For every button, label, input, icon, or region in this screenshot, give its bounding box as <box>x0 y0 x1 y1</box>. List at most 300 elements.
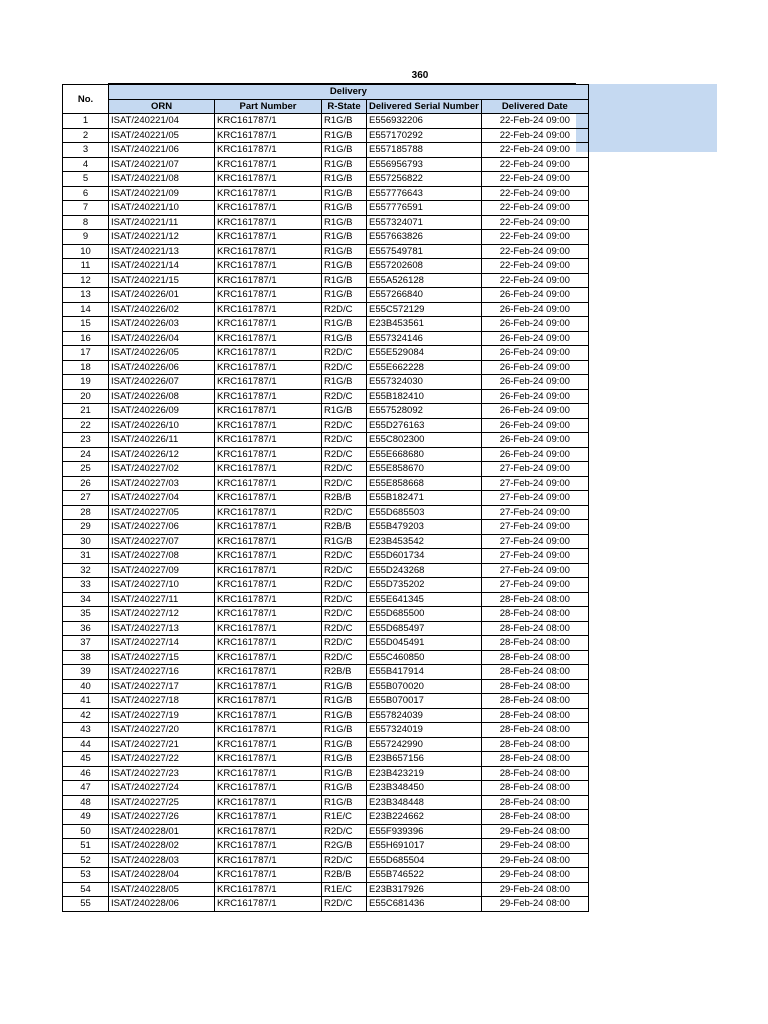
cell-serial-number: E55D276163 <box>367 418 482 433</box>
cell-orn: ISAT/240228/04 <box>109 868 215 883</box>
cell-serial-number: E23B657156 <box>367 752 482 767</box>
cell-serial-number: E23B317926 <box>367 882 482 897</box>
cell-delivered-date: 28-Feb-24 08:00 <box>481 737 588 752</box>
cell-delivered-date: 27-Feb-24 09:00 <box>481 462 588 477</box>
cell-r-state: R2D/C <box>322 650 367 665</box>
cell-no: 38 <box>63 650 109 665</box>
cell-r-state: R1G/B <box>322 288 367 303</box>
cell-orn: ISAT/240221/06 <box>109 143 215 158</box>
cell-serial-number: E55D685497 <box>367 621 482 636</box>
cell-no: 41 <box>63 694 109 709</box>
cell-serial-number: E23B224662 <box>367 810 482 825</box>
cell-serial-number: E557549781 <box>367 244 482 259</box>
cell-r-state: R2D/C <box>322 346 367 361</box>
cell-no: 47 <box>63 781 109 796</box>
cell-no: 6 <box>63 186 109 201</box>
cell-part-number: KRC161787/1 <box>215 694 322 709</box>
cell-delivered-date: 26-Feb-24 09:00 <box>481 404 588 419</box>
cell-serial-number: E55A526128 <box>367 273 482 288</box>
cell-delivered-date: 28-Feb-24 08:00 <box>481 592 588 607</box>
cell-no: 13 <box>63 288 109 303</box>
cell-r-state: R1G/B <box>322 331 367 346</box>
cell-serial-number: E557663826 <box>367 230 482 245</box>
cell-r-state: R1G/B <box>322 143 367 158</box>
table-row <box>63 346 589 361</box>
cell-delivered-date: 22-Feb-24 09:00 <box>481 114 588 129</box>
cell-serial-number: E557324071 <box>367 215 482 230</box>
cell-no: 33 <box>63 578 109 593</box>
cell-delivered-date: 22-Feb-24 09:00 <box>481 186 588 201</box>
cell-serial-number: E55E641345 <box>367 592 482 607</box>
cell-delivered-date: 26-Feb-24 09:00 <box>481 418 588 433</box>
cell-part-number: KRC161787/1 <box>215 346 322 361</box>
cell-orn: ISAT/240228/02 <box>109 839 215 854</box>
cell-part-number: KRC161787/1 <box>215 259 322 274</box>
table-row <box>63 360 589 375</box>
cell-serial-number: E557202608 <box>367 259 482 274</box>
cell-r-state: R1G/B <box>322 737 367 752</box>
cell-serial-number: E557266840 <box>367 288 482 303</box>
cell-orn: ISAT/240226/05 <box>109 346 215 361</box>
cell-serial-number: E55D601734 <box>367 549 482 564</box>
cell-r-state: R1G/B <box>322 259 367 274</box>
cell-r-state: R1G/B <box>322 230 367 245</box>
cell-r-state: R2D/C <box>322 897 367 912</box>
cell-orn: ISAT/240226/08 <box>109 389 215 404</box>
cell-r-state: R1G/B <box>322 201 367 216</box>
table-row <box>63 766 589 781</box>
cell-r-state: R1G/B <box>322 404 367 419</box>
cell-r-state: R2D/C <box>322 302 367 317</box>
cell-serial-number: E55C572129 <box>367 302 482 317</box>
cell-delivered-date: 26-Feb-24 09:00 <box>481 331 588 346</box>
cell-r-state: R2D/C <box>322 505 367 520</box>
cell-r-state: R1G/B <box>322 128 367 143</box>
cell-part-number: KRC161787/1 <box>215 201 322 216</box>
cell-serial-number: E55B182471 <box>367 491 482 506</box>
cell-orn: ISAT/240227/04 <box>109 491 215 506</box>
cell-no: 25 <box>63 462 109 477</box>
cell-r-state: R1E/C <box>322 810 367 825</box>
cell-part-number: KRC161787/1 <box>215 447 322 462</box>
cell-r-state: R2D/C <box>322 563 367 578</box>
cell-r-state: R2G/B <box>322 839 367 854</box>
cell-part-number: KRC161787/1 <box>215 230 322 245</box>
cell-part-number: KRC161787/1 <box>215 665 322 680</box>
table-row <box>63 549 589 564</box>
cell-orn: ISAT/240226/03 <box>109 317 215 332</box>
cell-r-state: R2B/B <box>322 665 367 680</box>
cell-orn: ISAT/240227/17 <box>109 679 215 694</box>
cell-serial-number: E557256822 <box>367 172 482 187</box>
cell-part-number: KRC161787/1 <box>215 418 322 433</box>
table-row <box>63 534 589 549</box>
cell-orn: ISAT/240227/26 <box>109 810 215 825</box>
cell-r-state: R2D/C <box>322 592 367 607</box>
cell-delivered-date: 27-Feb-24 09:00 <box>481 476 588 491</box>
table-row <box>63 708 589 723</box>
table-row <box>63 201 589 216</box>
cell-serial-number: E55H691017 <box>367 839 482 854</box>
cell-delivered-date: 26-Feb-24 09:00 <box>481 389 588 404</box>
cell-delivered-date: 28-Feb-24 08:00 <box>481 650 588 665</box>
cell-no: 26 <box>63 476 109 491</box>
cell-part-number: KRC161787/1 <box>215 810 322 825</box>
cell-r-state: R1G/B <box>322 534 367 549</box>
cell-orn: ISAT/240227/12 <box>109 607 215 622</box>
cell-delivered-date: 27-Feb-24 09:00 <box>481 505 588 520</box>
table-row <box>63 491 589 506</box>
cell-delivered-date: 28-Feb-24 08:00 <box>481 752 588 767</box>
cell-orn: ISAT/240228/01 <box>109 824 215 839</box>
cell-delivered-date: 27-Feb-24 09:00 <box>481 491 588 506</box>
cell-delivered-date: 28-Feb-24 08:00 <box>481 694 588 709</box>
cell-delivered-date: 26-Feb-24 09:00 <box>481 447 588 462</box>
cell-orn: ISAT/240227/24 <box>109 781 215 796</box>
cell-r-state: R1G/B <box>322 723 367 738</box>
cell-r-state: R1G/B <box>322 766 367 781</box>
cell-r-state: R1G/B <box>322 244 367 259</box>
cell-part-number: KRC161787/1 <box>215 853 322 868</box>
cell-no: 4 <box>63 157 109 172</box>
cell-orn: ISAT/240226/07 <box>109 375 215 390</box>
cell-r-state: R1G/B <box>322 114 367 129</box>
table-row <box>63 621 589 636</box>
cell-r-state: R2D/C <box>322 447 367 462</box>
cell-orn: ISAT/240227/11 <box>109 592 215 607</box>
table-row <box>63 288 589 303</box>
cell-part-number: KRC161787/1 <box>215 360 322 375</box>
cell-part-number: KRC161787/1 <box>215 404 322 419</box>
cell-orn: ISAT/240221/10 <box>109 201 215 216</box>
cell-part-number: KRC161787/1 <box>215 824 322 839</box>
table-row <box>63 853 589 868</box>
cell-part-number: KRC161787/1 <box>215 389 322 404</box>
cell-r-state: R2D/C <box>322 389 367 404</box>
cell-r-state: R1G/B <box>322 694 367 709</box>
cell-no: 5 <box>63 172 109 187</box>
cell-delivered-date: 26-Feb-24 09:00 <box>481 375 588 390</box>
cell-no: 50 <box>63 824 109 839</box>
cell-orn: ISAT/240221/05 <box>109 128 215 143</box>
cell-no: 15 <box>63 317 109 332</box>
cell-part-number: KRC161787/1 <box>215 650 322 665</box>
table-row <box>63 723 589 738</box>
header-part-number: Part Number <box>215 99 322 114</box>
cell-part-number: KRC161787/1 <box>215 636 322 651</box>
cell-no: 31 <box>63 549 109 564</box>
cell-no: 37 <box>63 636 109 651</box>
cell-part-number: KRC161787/1 <box>215 288 322 303</box>
cell-delivered-date: 28-Feb-24 08:00 <box>481 621 588 636</box>
cell-delivered-date: 26-Feb-24 09:00 <box>481 346 588 361</box>
cell-part-number: KRC161787/1 <box>215 607 322 622</box>
cell-orn: ISAT/240227/20 <box>109 723 215 738</box>
cell-delivered-date: 22-Feb-24 09:00 <box>481 244 588 259</box>
table-row <box>63 737 589 752</box>
cell-serial-number: E23B423219 <box>367 766 482 781</box>
cell-delivered-date: 28-Feb-24 08:00 <box>481 708 588 723</box>
cell-delivered-date: 22-Feb-24 09:00 <box>481 273 588 288</box>
cell-r-state: R1G/B <box>322 708 367 723</box>
cell-no: 29 <box>63 520 109 535</box>
cell-delivered-date: 22-Feb-24 09:00 <box>481 172 588 187</box>
cell-r-state: R2B/B <box>322 491 367 506</box>
cell-no: 8 <box>63 215 109 230</box>
cell-orn: ISAT/240221/09 <box>109 186 215 201</box>
cell-orn: ISAT/240227/23 <box>109 766 215 781</box>
cell-no: 39 <box>63 665 109 680</box>
cell-orn: ISAT/240227/08 <box>109 549 215 564</box>
cell-part-number: KRC161787/1 <box>215 839 322 854</box>
cell-serial-number: E55C802300 <box>367 433 482 448</box>
cell-delivered-date: 28-Feb-24 08:00 <box>481 723 588 738</box>
table-row <box>63 404 589 419</box>
cell-delivered-date: 29-Feb-24 08:00 <box>481 882 588 897</box>
cell-part-number: KRC161787/1 <box>215 317 322 332</box>
cell-part-number: KRC161787/1 <box>215 766 322 781</box>
cell-delivered-date: 28-Feb-24 08:00 <box>481 810 588 825</box>
cell-delivered-date: 22-Feb-24 09:00 <box>481 259 588 274</box>
cell-orn: ISAT/240227/16 <box>109 665 215 680</box>
cell-r-state: R1G/B <box>322 186 367 201</box>
cell-no: 22 <box>63 418 109 433</box>
cell-orn: ISAT/240227/22 <box>109 752 215 767</box>
cell-no: 11 <box>63 259 109 274</box>
cell-r-state: R1G/B <box>322 375 367 390</box>
cell-serial-number: E55B417914 <box>367 665 482 680</box>
cell-no: 12 <box>63 273 109 288</box>
table-row <box>63 302 589 317</box>
cell-orn: ISAT/240227/25 <box>109 795 215 810</box>
cell-no: 34 <box>63 592 109 607</box>
cell-r-state: R2D/C <box>322 621 367 636</box>
delivery-table <box>62 84 589 912</box>
cell-serial-number: E557824039 <box>367 708 482 723</box>
table-row <box>63 230 589 245</box>
cell-delivered-date: 27-Feb-24 09:00 <box>481 520 588 535</box>
cell-serial-number: E55C460850 <box>367 650 482 665</box>
table-row <box>63 114 589 129</box>
cell-serial-number: E55E662228 <box>367 360 482 375</box>
cell-orn: ISAT/240221/08 <box>109 172 215 187</box>
cell-serial-number: E556956793 <box>367 157 482 172</box>
cell-part-number: KRC161787/1 <box>215 534 322 549</box>
cell-r-state: R2B/B <box>322 520 367 535</box>
cell-orn: ISAT/240227/13 <box>109 621 215 636</box>
table-row <box>63 172 589 187</box>
table-row <box>63 752 589 767</box>
cell-no: 55 <box>63 897 109 912</box>
cell-orn: ISAT/240226/04 <box>109 331 215 346</box>
cell-no: 7 <box>63 201 109 216</box>
cell-part-number: KRC161787/1 <box>215 563 322 578</box>
table-row <box>63 447 589 462</box>
cell-no: 30 <box>63 534 109 549</box>
cell-no: 53 <box>63 868 109 883</box>
cell-no: 44 <box>63 737 109 752</box>
cell-serial-number: E55E529084 <box>367 346 482 361</box>
table-row <box>63 505 589 520</box>
table-row <box>63 882 589 897</box>
table-row <box>63 476 589 491</box>
table-row <box>63 375 589 390</box>
table-row <box>63 636 589 651</box>
cell-delivered-date: 27-Feb-24 09:00 <box>481 549 588 564</box>
cell-serial-number: E23B348448 <box>367 795 482 810</box>
cell-orn: ISAT/240228/06 <box>109 897 215 912</box>
cell-serial-number: E55B182410 <box>367 389 482 404</box>
cell-serial-number: E55B479203 <box>367 520 482 535</box>
table-row <box>63 433 589 448</box>
cell-serial-number: E557324030 <box>367 375 482 390</box>
table-row <box>63 592 589 607</box>
cell-no: 46 <box>63 766 109 781</box>
table-row <box>63 273 589 288</box>
cell-no: 45 <box>63 752 109 767</box>
cell-r-state: R2D/C <box>322 418 367 433</box>
cell-no: 17 <box>63 346 109 361</box>
cell-orn: ISAT/240227/14 <box>109 636 215 651</box>
table-body <box>63 114 589 912</box>
cell-part-number: KRC161787/1 <box>215 897 322 912</box>
cell-orn: ISAT/240227/03 <box>109 476 215 491</box>
cell-delivered-date: 22-Feb-24 09:00 <box>481 230 588 245</box>
cell-orn: ISAT/240226/01 <box>109 288 215 303</box>
header-fill-band <box>576 84 717 152</box>
cell-delivered-date: 22-Feb-24 09:00 <box>481 143 588 158</box>
cell-part-number: KRC161787/1 <box>215 128 322 143</box>
cell-serial-number: E55D045491 <box>367 636 482 651</box>
cell-delivered-date: 26-Feb-24 09:00 <box>481 433 588 448</box>
header-no: No. <box>63 85 109 114</box>
cell-orn: ISAT/240226/12 <box>109 447 215 462</box>
cell-serial-number: E55E858670 <box>367 462 482 477</box>
cell-serial-number: E557324019 <box>367 723 482 738</box>
cell-part-number: KRC161787/1 <box>215 491 322 506</box>
cell-serial-number: E55E668680 <box>367 447 482 462</box>
table-row <box>63 607 589 622</box>
cell-part-number: KRC161787/1 <box>215 273 322 288</box>
cell-serial-number: E557776643 <box>367 186 482 201</box>
cell-orn: ISAT/240221/15 <box>109 273 215 288</box>
cell-part-number: KRC161787/1 <box>215 868 322 883</box>
cell-r-state: R1G/B <box>322 781 367 796</box>
cell-serial-number: E55D685504 <box>367 853 482 868</box>
cell-delivered-date: 27-Feb-24 09:00 <box>481 563 588 578</box>
cell-part-number: KRC161787/1 <box>215 549 322 564</box>
cell-part-number: KRC161787/1 <box>215 244 322 259</box>
table-row <box>63 868 589 883</box>
cell-part-number: KRC161787/1 <box>215 186 322 201</box>
cell-no: 27 <box>63 491 109 506</box>
cell-orn: ISAT/240227/18 <box>109 694 215 709</box>
cell-part-number: KRC161787/1 <box>215 143 322 158</box>
cell-orn: ISAT/240228/05 <box>109 882 215 897</box>
cell-serial-number: E557528092 <box>367 404 482 419</box>
cell-serial-number: E23B453542 <box>367 534 482 549</box>
cell-part-number: KRC161787/1 <box>215 520 322 535</box>
cell-part-number: KRC161787/1 <box>215 433 322 448</box>
cell-delivered-date: 27-Feb-24 09:00 <box>481 578 588 593</box>
cell-serial-number: E55D685500 <box>367 607 482 622</box>
cell-r-state: R1G/B <box>322 317 367 332</box>
cell-orn: ISAT/240228/03 <box>109 853 215 868</box>
cell-part-number: KRC161787/1 <box>215 708 322 723</box>
cell-no: 36 <box>63 621 109 636</box>
cell-serial-number: E55D243268 <box>367 563 482 578</box>
cell-serial-number: E55E858668 <box>367 476 482 491</box>
cell-delivered-date: 29-Feb-24 08:00 <box>481 853 588 868</box>
cell-no: 43 <box>63 723 109 738</box>
cell-delivered-date: 22-Feb-24 09:00 <box>481 215 588 230</box>
cell-serial-number: E55D735202 <box>367 578 482 593</box>
cell-orn: ISAT/240221/12 <box>109 230 215 245</box>
cell-part-number: KRC161787/1 <box>215 302 322 317</box>
table-row <box>63 520 589 535</box>
cell-r-state: R1G/B <box>322 273 367 288</box>
cell-part-number: KRC161787/1 <box>215 737 322 752</box>
table-row <box>63 389 589 404</box>
table-row <box>63 824 589 839</box>
cell-r-state: R2D/C <box>322 853 367 868</box>
table-row <box>63 578 589 593</box>
cell-delivered-date: 28-Feb-24 08:00 <box>481 795 588 810</box>
cell-no: 2 <box>63 128 109 143</box>
table-row <box>63 694 589 709</box>
cell-orn: ISAT/240227/02 <box>109 462 215 477</box>
cell-r-state: R2D/C <box>322 636 367 651</box>
table-row <box>63 317 589 332</box>
cell-orn: ISAT/240226/11 <box>109 433 215 448</box>
cell-delivered-date: 26-Feb-24 09:00 <box>481 317 588 332</box>
cell-orn: ISAT/240227/05 <box>109 505 215 520</box>
cell-part-number: KRC161787/1 <box>215 723 322 738</box>
cell-delivered-date: 22-Feb-24 09:00 <box>481 128 588 143</box>
cell-serial-number: E557185788 <box>367 143 482 158</box>
cell-serial-number: E23B453561 <box>367 317 482 332</box>
table-row <box>63 259 589 274</box>
cell-part-number: KRC161787/1 <box>215 781 322 796</box>
table-row <box>63 331 589 346</box>
cell-r-state: R2B/B <box>322 868 367 883</box>
cell-no: 40 <box>63 679 109 694</box>
cell-no: 21 <box>63 404 109 419</box>
cell-part-number: KRC161787/1 <box>215 331 322 346</box>
cell-orn: ISAT/240221/04 <box>109 114 215 129</box>
cell-delivered-date: 26-Feb-24 09:00 <box>481 288 588 303</box>
table-row <box>63 781 589 796</box>
table-row <box>63 418 589 433</box>
table-row <box>63 157 589 172</box>
cell-r-state: R2D/C <box>322 607 367 622</box>
header-orn: ORN <box>109 99 215 114</box>
cell-no: 48 <box>63 795 109 810</box>
cell-r-state: R1G/B <box>322 752 367 767</box>
cell-orn: ISAT/240226/10 <box>109 418 215 433</box>
cell-delivered-date: 29-Feb-24 08:00 <box>481 824 588 839</box>
cell-delivered-date: 29-Feb-24 08:00 <box>481 897 588 912</box>
cell-no: 32 <box>63 563 109 578</box>
cell-part-number: KRC161787/1 <box>215 882 322 897</box>
cell-delivered-date: 22-Feb-24 09:00 <box>481 157 588 172</box>
table-row <box>63 679 589 694</box>
cell-orn: ISAT/240221/07 <box>109 157 215 172</box>
cell-part-number: KRC161787/1 <box>215 795 322 810</box>
header-delivery-group: Delivery <box>109 85 589 100</box>
cell-no: 49 <box>63 810 109 825</box>
cell-part-number: KRC161787/1 <box>215 578 322 593</box>
